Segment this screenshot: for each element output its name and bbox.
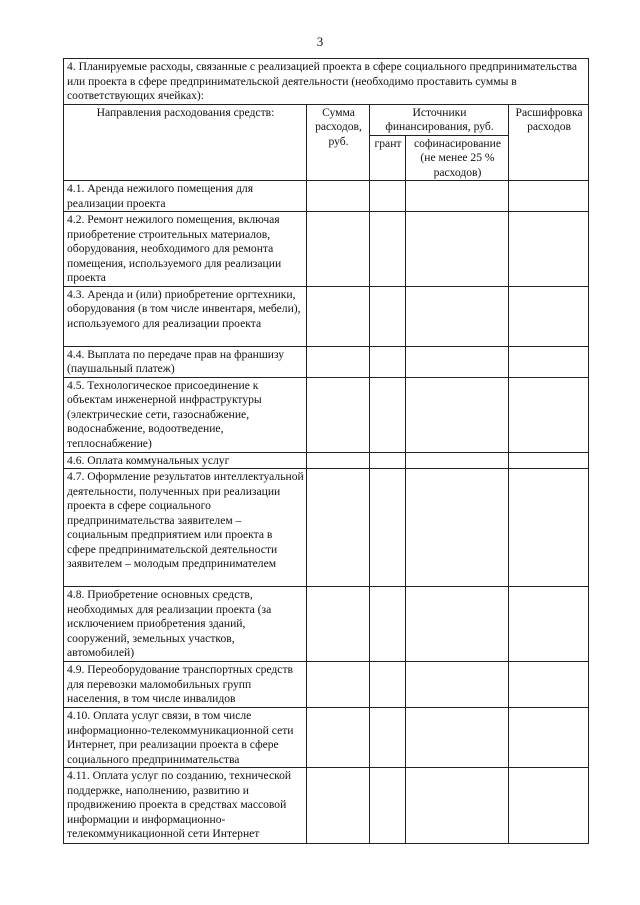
cofinancing-cell[interactable]	[406, 768, 509, 844]
grant-cell[interactable]	[370, 662, 406, 708]
sum-cell[interactable]	[307, 286, 370, 346]
header-row	[64, 104, 589, 135]
sum-cell[interactable]	[307, 377, 370, 452]
breakdown-cell[interactable]	[509, 346, 589, 377]
cofinancing-cell[interactable]	[406, 587, 509, 662]
cofinancing-cell[interactable]	[406, 346, 509, 377]
sum-cell[interactable]	[307, 662, 370, 708]
expense-row	[64, 587, 589, 662]
cofinancing-cell[interactable]	[406, 662, 509, 708]
sum-cell[interactable]	[307, 452, 370, 469]
cofinancing-cell[interactable]	[406, 708, 509, 768]
expense-row	[64, 181, 589, 212]
page-number: 3	[316, 34, 324, 49]
expense-direction: 4.10. Оплата услуг связи, в том числе информационно-телекоммуникационной сети Интернет, при реализации проекта в сфере социального предпринимательства	[64, 708, 307, 768]
expense-row	[64, 346, 589, 377]
section-intro: 4. Планируемые расходы, связанные с реализацией проекта в сфере социального предпринимательства или проекта в сфере предпринимательской деятельности (необходимо проставить суммы в соответствующих ячейках):	[64, 59, 589, 105]
sum-cell[interactable]	[307, 469, 370, 587]
header-sources: Источники финансирования, руб.	[370, 104, 509, 135]
sum-cell[interactable]	[307, 346, 370, 377]
expense-direction: 4.6. Оплата коммунальных услуг	[64, 452, 307, 469]
expense-row	[64, 452, 589, 469]
expense-direction: 4.9. Переоборудование транспортных средств для перевозки маломобильных групп населения, в том числе инвалидов	[64, 662, 307, 708]
header-breakdown: Расшифровка расходов	[509, 104, 589, 181]
expense-direction: 4.4. Выплата по передаче прав на франшизу (паушальный платеж)	[64, 346, 307, 377]
expense-direction: 4.7. Оформление результатов интеллектуальной деятельности, полученных при реализации проекта в сфере социального предпринимательства заявителем – социальным предприятием или проекта в сфере предпринимательской деятельности заявителем – молодым предпринимателем	[64, 469, 307, 587]
expense-direction: 4.11. Оплата услуг по созданию, технической поддержке, наполнению, развитию и продвижению проекта в средствах массовой информации и информационно-телекоммуникационной сети Интернет	[64, 768, 307, 844]
breakdown-cell[interactable]	[509, 662, 589, 708]
breakdown-cell[interactable]	[509, 768, 589, 844]
expense-row	[64, 286, 589, 346]
breakdown-cell[interactable]	[509, 587, 589, 662]
expense-direction: 4.3. Аренда и (или) приобретение оргтехники, оборудования (в том числе инвентаря, мебели), используемого для реализации проекта	[64, 286, 307, 346]
cofinancing-cell[interactable]	[406, 469, 509, 587]
breakdown-cell[interactable]	[509, 708, 589, 768]
intro-row	[64, 59, 589, 105]
header-grant: грант	[370, 135, 406, 181]
breakdown-cell[interactable]	[509, 377, 589, 452]
cofinancing-cell[interactable]	[406, 212, 509, 287]
grant-cell[interactable]	[370, 346, 406, 377]
grant-cell[interactable]	[370, 768, 406, 844]
cofinancing-cell[interactable]	[406, 181, 509, 212]
expense-direction: 4.2. Ремонт нежилого помещения, включая приобретение строительных материалов, оборудования, необходимого для ремонта помещения, используемого для реализации проекта	[64, 212, 307, 287]
cofinancing-cell[interactable]	[406, 452, 509, 469]
breakdown-cell[interactable]	[509, 181, 589, 212]
sum-cell[interactable]	[307, 587, 370, 662]
expense-row	[64, 377, 589, 452]
cofinancing-cell[interactable]	[406, 377, 509, 452]
sum-cell[interactable]	[307, 181, 370, 212]
grant-cell[interactable]	[370, 469, 406, 587]
header-cofinancing: софинасирование (не менее 25 % расходов)	[406, 135, 509, 181]
expense-direction: 4.8. Приобретение основных средств, необходимых для реализации проекта (за исключением приобретения зданий, сооружений, земельных участков, автомобилей)	[64, 587, 307, 662]
grant-cell[interactable]	[370, 286, 406, 346]
breakdown-cell[interactable]	[509, 469, 589, 587]
header-sum: Сумма расходов, руб.	[307, 104, 370, 181]
grant-cell[interactable]	[370, 377, 406, 452]
header-direction: Направления расходования средств:	[64, 104, 307, 181]
grant-cell[interactable]	[370, 452, 406, 469]
planned-expenses-table	[63, 58, 589, 844]
grant-cell[interactable]	[370, 212, 406, 287]
expense-direction: 4.5. Технологическое присоединение к объектам инженерной инфраструктуры (электрические сети, газоснабжение, водоснабжение, водоотведение, теплоснабжение)	[64, 377, 307, 452]
grant-cell[interactable]	[370, 181, 406, 212]
cofinancing-cell[interactable]	[406, 286, 509, 346]
grant-cell[interactable]	[370, 587, 406, 662]
sum-cell[interactable]	[307, 212, 370, 287]
sum-cell[interactable]	[307, 708, 370, 768]
expense-row	[64, 662, 589, 708]
grant-cell[interactable]	[370, 708, 406, 768]
expense-row	[64, 469, 589, 587]
expense-row	[64, 768, 589, 844]
sum-cell[interactable]	[307, 768, 370, 844]
breakdown-cell[interactable]	[509, 286, 589, 346]
breakdown-cell[interactable]	[509, 212, 589, 287]
expense-direction: 4.1. Аренда нежилого помещения для реализации проекта	[64, 181, 307, 212]
breakdown-cell[interactable]	[509, 452, 589, 469]
expense-row	[64, 708, 589, 768]
expense-row	[64, 212, 589, 287]
